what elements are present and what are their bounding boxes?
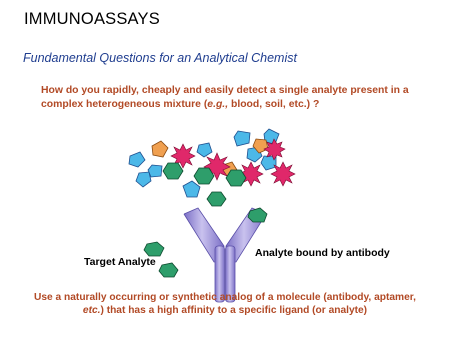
footer-part-2: ) that has a high affinity to a specific ligand (or analyte) (100, 305, 368, 316)
page-subtitle: Fundamental Questions for an Analytical Chemist (23, 51, 297, 65)
question-italic: e.g., (207, 98, 229, 110)
question-part-1: How do you rapidly, cheaply and easily detect a single analyte present in a complex heterogeneous mixture ( (41, 85, 409, 110)
mixture-molecules-icon (129, 129, 295, 206)
analyte-bound-label: Analyte bound by antibody (255, 247, 390, 259)
footer-italic: etc. (82, 305, 101, 316)
footer-part-1: Use a naturally occurring or synthetic analog of a molecule (antibody, aptamer, (34, 292, 416, 303)
page-title: IMMUNOASSAYS (24, 10, 160, 28)
footer-text (25, 291, 425, 317)
target-analyte-label: Target Analyte (84, 256, 156, 268)
question-part-2: blood, soil, etc.) ? (228, 98, 320, 110)
